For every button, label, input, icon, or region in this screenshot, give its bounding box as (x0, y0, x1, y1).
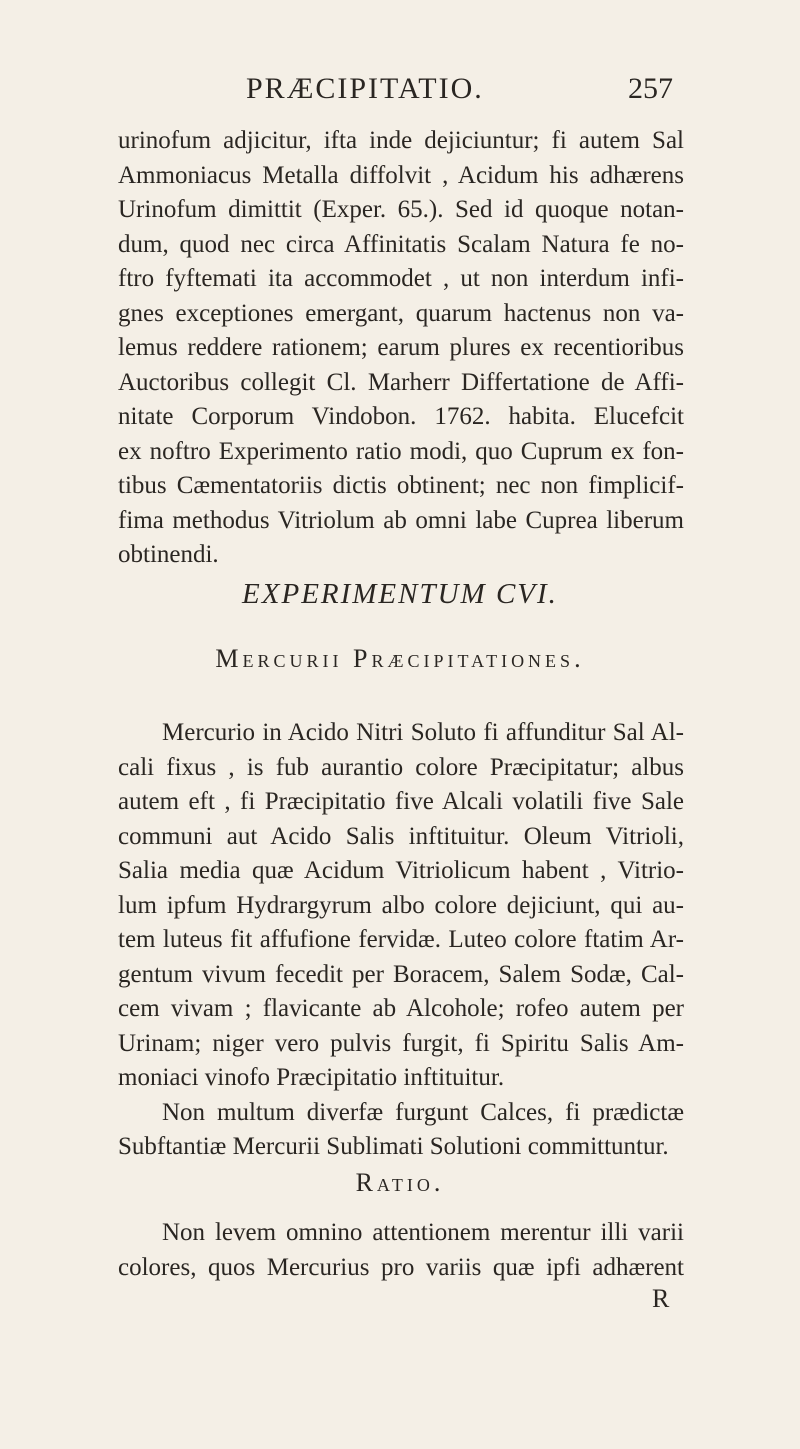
text-line: cem vivam ; flavicante ab Alcohole; rofeo autem per (118, 995, 684, 1022)
running-title: PRÆCIPITATIO. (246, 72, 484, 105)
text-line: fima methodus Vitriolum ab omni labe Cuprea liberum (118, 506, 684, 534)
text-line: Urinam; niger vero pulvis furgit, fi Spiritu Salis Am- (118, 1029, 684, 1057)
text-line: Ammoniacus Metalla diffolvit , Acidum his adhærens (118, 161, 684, 189)
text-line: Salia media quæ Acidum Vitriolicum habent , Vitrio- (118, 857, 684, 884)
page-number: 257 (628, 72, 673, 105)
text-line: dum, quod nec circa Affinitatis Scalam Natura fe no- (118, 230, 684, 258)
paragraph-ratio (118, 1216, 684, 1285)
text-line: ftro fyftemati ita accommodet , ut non interdum infi- (118, 265, 684, 292)
text-line: cali fixus , is fub aurantio colore Præcipitatur; albus (118, 753, 684, 781)
text-line: lum ipfum Hydrargyrum albo colore dejiciunt, qui au- (118, 891, 684, 919)
text-line: gnes exceptiones emergant, quarum hactenus non va- (118, 299, 684, 327)
text-line: tibus Cæmentatoriis dictis obtinent; nec non fimplicif- (118, 472, 684, 499)
text-line: communi aut Acido Salis inftituitur. Oleum Vitrioli, (118, 822, 684, 850)
text-line: lemus reddere rationem; earum plures ex recentioribus (118, 334, 684, 361)
text-line: ex noftro Experimento ratio modi, quo Cuprum ex fon- (118, 437, 684, 465)
paragraph-mercury (118, 716, 684, 1165)
text-line: urinofum adjicitur, ifta inde dejiciuntur; fi autem Sal (118, 127, 684, 154)
text-line: obtinendi. (118, 541, 219, 568)
text-line: Non levem omnino attentionem merentur illi varii (162, 1219, 684, 1246)
ratio-heading: Ratio. (355, 1168, 445, 1197)
experiment-heading: EXPERIMENTUM CVI. (242, 578, 558, 610)
text-line: Mercurio in Acido Nitri Soluto fi affunditur Sal Al- (162, 719, 684, 746)
text-line: Non multum diverfæ furgunt Calces, fi prædictæ (162, 1098, 684, 1126)
text-line: Auctoribus collegit Cl. Marherr Differtatione de Affi- (118, 368, 684, 396)
paragraph-continued (118, 124, 684, 573)
catchword: R (652, 1284, 670, 1313)
text-line: colores, quos Mercurius pro variis quæ ipfi adhærent (118, 1253, 684, 1281)
running-head (0, 72, 800, 112)
section-heading: Mercurii Præcipitationes. (215, 644, 585, 673)
text-line: gentum vivum fecedit per Boracem, Salem Sodæ, Cal- (118, 960, 684, 988)
text-line: moniaci vinofo Præcipitatio inftituitur. (118, 1064, 505, 1091)
text-line: nitate Corporum Vindobon. 1762. habita. Elucefcit (118, 403, 684, 430)
text-line: Urinofum dimittit (Exper. 65.). Sed id quoque notan- (118, 196, 684, 223)
text-line: tem luteus fit affufione fervidæ. Luteo colore ftatim Ar- (118, 926, 684, 953)
text-line: autem eft , fi Præcipitatio five Alcali volatili five Sale (118, 788, 684, 815)
text-line: Subftantiæ Mercurii Sublimati Solutioni committuntur. (118, 1133, 669, 1160)
